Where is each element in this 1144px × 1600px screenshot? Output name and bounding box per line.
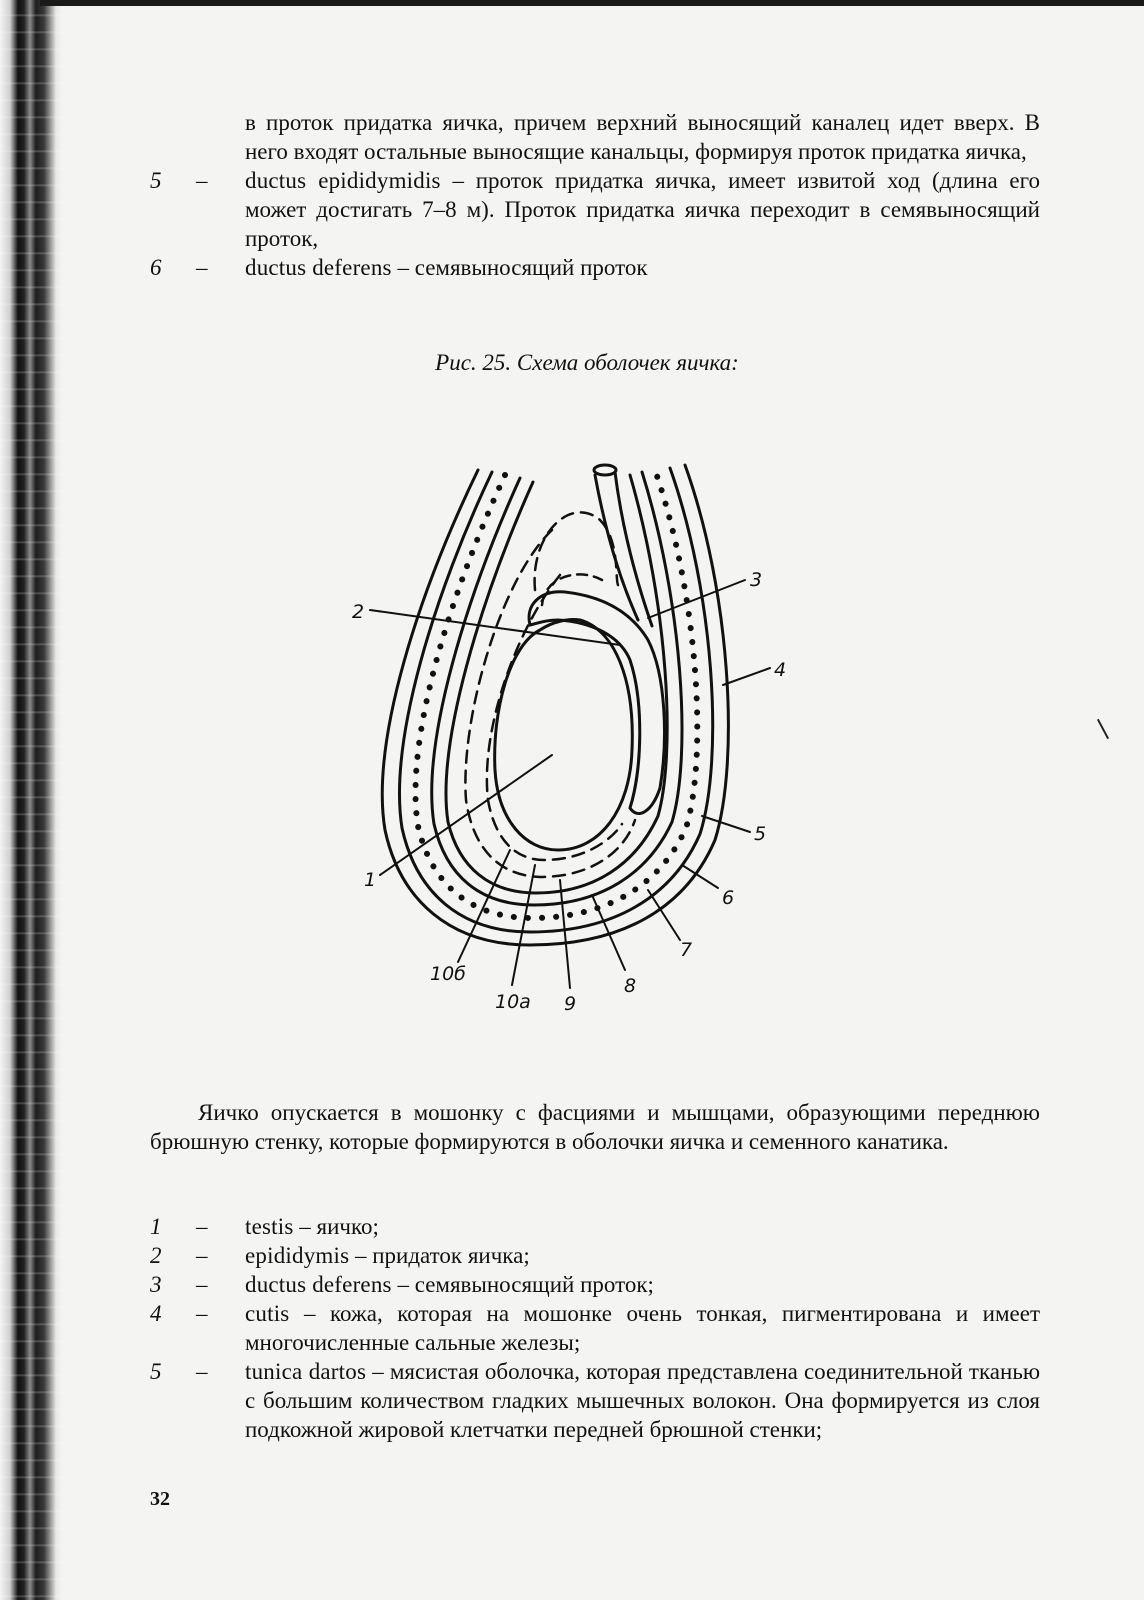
definition-row [150, 1357, 1040, 1444]
definition-number: 5 [150, 168, 162, 193]
page-number: 32 [150, 1488, 170, 1510]
definition-dash: – [196, 168, 208, 193]
definition-number: 5 [150, 1359, 162, 1384]
definition-text: мясистая оболочка, которая представлена соединительной тканью с большим количеством гладких мышечных волокон. Она формируется из слоя подкожной жировой клетчатки передней брюшной стенки; [245, 1359, 1040, 1442]
definition-number: 1 [150, 1214, 162, 1239]
definition-number: 3 [150, 1272, 162, 1297]
top-page-edge [40, 0, 1144, 6]
body-text-block [150, 1098, 1040, 1156]
definition-separator: – [391, 255, 415, 280]
label-10b: 10б [430, 963, 466, 985]
top-text-block [150, 108, 1040, 282]
definition-body [245, 1212, 1040, 1241]
definition-row [150, 166, 1040, 253]
definition-separator: – [349, 1243, 373, 1268]
definition-body [245, 1299, 1040, 1357]
definition-body [245, 1357, 1040, 1444]
definition-text: проток придатка яичка, имеет извитой ход (длина его может достигать 7–8 м). Проток придатка яичка переходит в семявыносящий проток, [245, 168, 1040, 251]
definition-term: ductus deferens [245, 255, 392, 280]
definition-term: testis [245, 1214, 294, 1239]
definition-term: tunica dartos [245, 1359, 367, 1384]
definition-text: яичко; [316, 1214, 379, 1239]
label-3: 3 [750, 569, 763, 591]
definition-separator: – [391, 1272, 415, 1297]
book-binding-edge [0, 0, 62, 1600]
definition-dash: – [196, 255, 208, 280]
leader-10a [512, 865, 535, 985]
bottom-definitions-block [150, 1212, 1040, 1444]
definition-body [245, 1270, 1040, 1299]
definition-separator: – [293, 1214, 317, 1239]
label-1: 1 [364, 869, 377, 891]
definition-body [245, 1241, 1040, 1270]
definition-separator: – [366, 1359, 390, 1384]
label-6: 6 [722, 887, 735, 909]
definition-body [245, 253, 1040, 282]
stray-mark [1097, 719, 1109, 739]
definition-term: cutis [245, 1301, 290, 1326]
ductus-deferens-right [615, 472, 652, 626]
definition-row [150, 1212, 1040, 1241]
figure-caption: Рис. 25. Схема оболочек яичка: [435, 350, 739, 375]
testis-membranes-diagram [330, 440, 810, 1040]
definition-row [150, 1299, 1040, 1357]
definition-dash: – [196, 1272, 208, 1297]
definition-number: 6 [150, 255, 162, 280]
diagram-svg [330, 440, 810, 1040]
definition-row [150, 1241, 1040, 1270]
label-8: 8 [624, 975, 637, 997]
continuation-paragraph: в проток придатка яичка, причем верхний выносящий каналец идет вверх. В него входят остальные выносящие канальцы, формируя проток придатка яичка, [245, 110, 1040, 164]
leader-4 [723, 668, 770, 685]
definition-term: ductus deferens [245, 1272, 392, 1297]
label-10a: 10а [495, 991, 531, 1013]
definition-text: кожа, которая на мошонке очень тонкая, пигментирована и имеет многочисленные сальные железы; [245, 1301, 1040, 1355]
label-5: 5 [754, 823, 767, 845]
dashed-cap-2 [542, 574, 602, 605]
definition-dash: – [196, 1214, 208, 1239]
definition-separator: – [289, 1301, 330, 1326]
leader-5 [702, 816, 750, 832]
definition-row [150, 1270, 1040, 1299]
definition-number: 4 [150, 1301, 162, 1326]
body-paragraph: Яичко опускается в мошонку с фасциями и мышцами, образующими переднюю брюшную стенку, которые формируются в оболочки яичка и семенного канатика. [150, 1100, 1040, 1154]
definition-dash: – [196, 1359, 208, 1384]
leader-2 [370, 610, 620, 645]
leader-10b [458, 850, 510, 962]
definition-body [245, 166, 1040, 253]
leader-9 [560, 880, 570, 988]
definition-text: семявыносящий проток [414, 255, 648, 280]
label-4: 4 [774, 659, 787, 681]
label-2: 2 [352, 601, 365, 623]
definition-dash: – [196, 1301, 208, 1326]
definition-separator: – [440, 168, 476, 193]
label-7: 7 [680, 939, 693, 961]
leader-3 [648, 580, 745, 618]
definition-number: 2 [150, 1243, 162, 1268]
definition-term: ductus epididymidis [245, 168, 441, 193]
label-9: 9 [564, 993, 577, 1015]
definition-dash: – [196, 1243, 208, 1268]
ductus-deferens-left [595, 475, 638, 620]
ductus-deferens-opening [594, 465, 616, 475]
definition-row [150, 253, 1040, 282]
leader-8 [592, 895, 625, 970]
definition-term: epididymis [245, 1243, 350, 1268]
definition-text: придаток яичка; [372, 1243, 530, 1268]
definition-text: семявыносящий проток; [414, 1272, 654, 1297]
